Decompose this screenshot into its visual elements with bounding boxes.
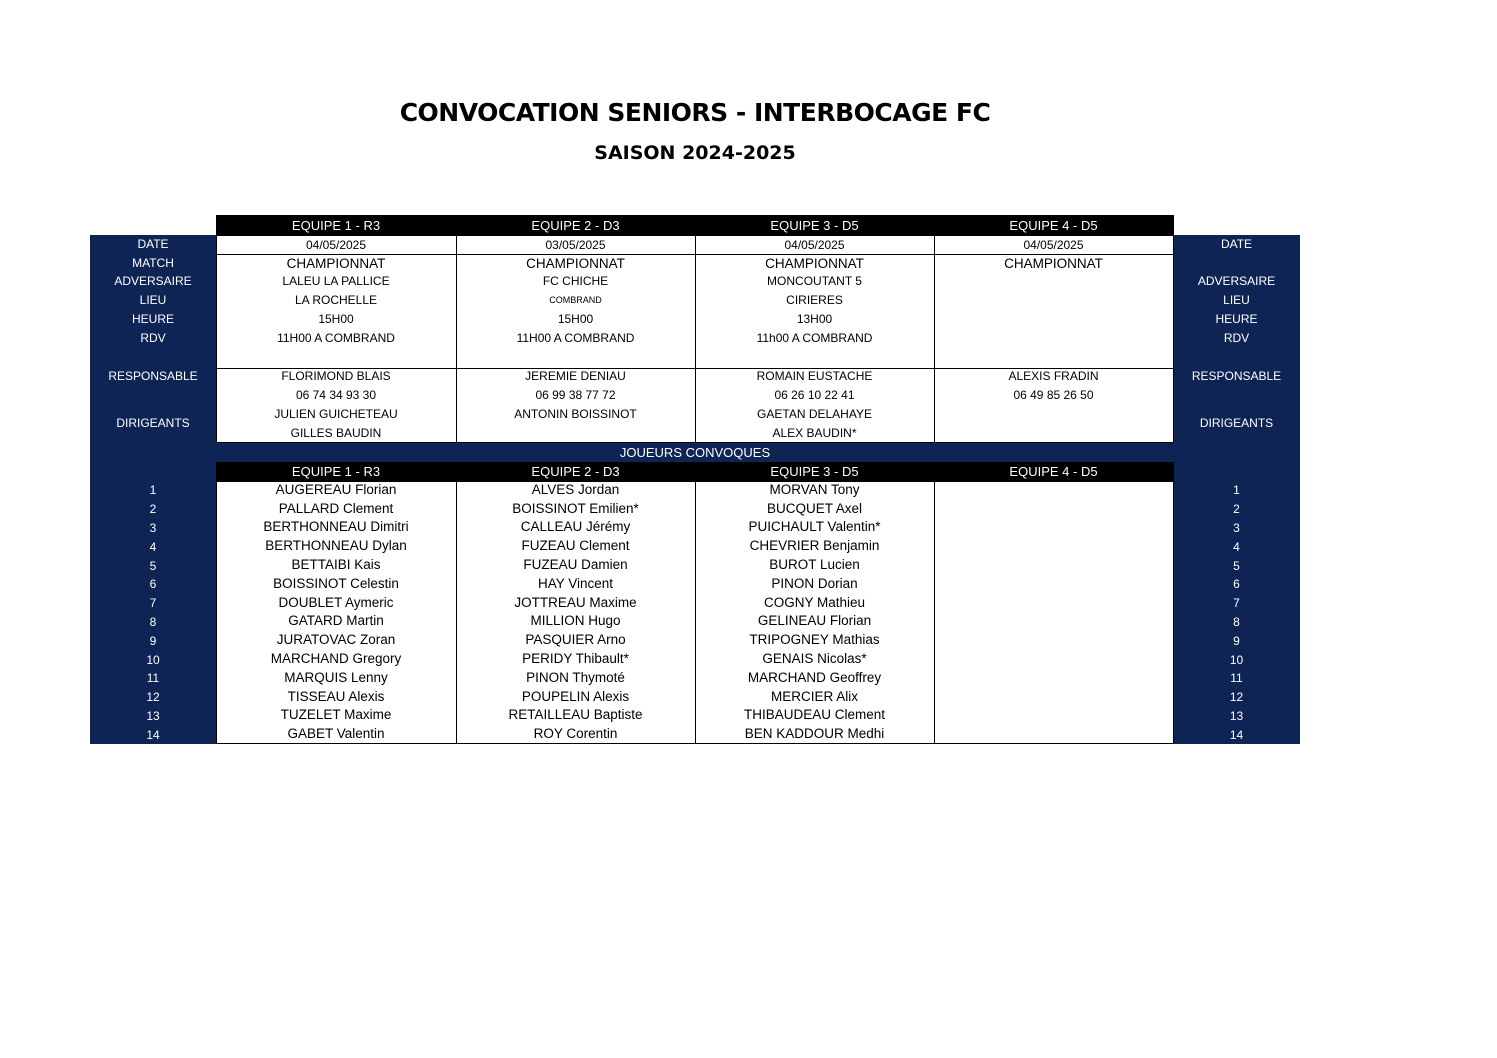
row-number-left: 13 (146, 708, 160, 723)
row-number-left: 1 (149, 483, 157, 498)
player-cell: TISSEAU Alexis (287, 688, 385, 704)
dirigeant1-cell-2: ANTONIN BOISSINOT (514, 407, 637, 421)
player-cell: MARCHAND Geoffrey (747, 669, 882, 685)
left-label-rdv: RDV (140, 331, 166, 345)
row-number-right: 9 (1233, 633, 1240, 648)
player-cell (934, 649, 1173, 668)
player-cell: MILLION Hugo (530, 613, 621, 629)
left-label-dirigeants: DIRIGEANTS (116, 416, 190, 430)
player-cell: MERCIER Alix (770, 688, 858, 704)
player-cell: MARQUIS Lenny (284, 669, 388, 685)
match-cell-3: CHAMPIONNAT (765, 255, 864, 271)
dirigeant2-cell-3: ALEX BAUDIN* (772, 426, 857, 440)
team-subheader-2: EQUIPE 2 - D3 (531, 464, 620, 479)
team-subheader-3: EQUIPE 3 - D5 (770, 464, 859, 479)
player-cell: MORVAN Tony (769, 481, 860, 497)
row-number-left: 4 (149, 539, 157, 554)
rdv-cell-1: 11H00 A COMBRAND (277, 331, 395, 345)
row-number-right: 6 (1233, 577, 1240, 592)
left-spacer (90, 462, 216, 481)
right-label-dirigeants: DIRIGEANTS (1199, 416, 1274, 430)
row-number-left: 2 (149, 502, 157, 517)
rdv-cell-2: 11H00 A COMBRAND (516, 331, 635, 345)
heure-cell-3: 13H00 (796, 312, 833, 326)
player-cell (934, 612, 1173, 631)
player-cell: BUROT Lucien (769, 557, 860, 573)
heure-cell-1: 15H00 (318, 312, 354, 326)
left-label-adversaire: ADVERSAIRE (114, 274, 192, 288)
player-cell: GABET Valentin (287, 726, 385, 742)
row-number-left: 10 (146, 652, 160, 667)
lieu-cell-1: LA ROCHELLE (294, 293, 378, 307)
player-cell: ROY Corentin (533, 726, 618, 742)
adversaire-cell-3: MONCOUTANT 5 (767, 274, 862, 288)
row-number-right: 12 (1229, 690, 1244, 705)
player-cell: TUZELET Maxime (280, 707, 392, 723)
player-cell: FUZEAU Damien (523, 557, 628, 573)
phone-cell-1: 06 74 34 93 30 (295, 388, 377, 402)
team-subheader-1: EQUIPE 1 - R3 (291, 464, 381, 479)
rdv-cell-3: 11h00 A COMBRAND (756, 331, 873, 345)
left-label-responsable: RESPONSABLE (108, 369, 198, 383)
dirigeant2-cell-1: GILLES BAUDIN (290, 426, 382, 440)
player-cell: JOTTREAU Maxime (514, 594, 637, 610)
match-cell-1: CHAMPIONNAT (286, 255, 386, 271)
right-spacer (1173, 462, 1300, 481)
phone-cell-4: 06 49 85 26 50 (1013, 388, 1094, 402)
row-number-left: 8 (149, 614, 157, 629)
row-number-left: 3 (149, 520, 157, 535)
right-label-lieu: LIEU (1223, 293, 1250, 307)
dirigeant1-cell-3: GAETAN DELAHAYE (757, 407, 872, 421)
player-cell: CALLEAU Jérémy (520, 519, 631, 535)
team-header-2: EQUIPE 2 - D3 (531, 217, 620, 233)
page-subtitle: SAISON 2024-2025 (594, 142, 796, 164)
responsable-cell-1: FLORIMOND BLAIS (281, 369, 391, 383)
date-cell-1: 04/05/2025 (305, 237, 367, 252)
heure-cell-4 (934, 310, 1173, 328)
row-number-right: 3 (1233, 520, 1240, 535)
row-number-left: 5 (149, 558, 157, 573)
row-number-right: 11 (1230, 671, 1243, 686)
phone-cell-3: 06 26 10 22 41 (774, 388, 855, 402)
player-cell: FUZEAU Clement (521, 538, 630, 554)
row-number-right: 10 (1229, 652, 1244, 667)
player-cell (934, 499, 1173, 518)
row-number-right: 1 (1233, 483, 1240, 498)
player-cell (934, 536, 1173, 555)
responsable-cell-4: ALEXIS FRADIN (1008, 369, 1099, 383)
player-cell: POUPELIN Alexis (521, 688, 630, 704)
phone-cell-2: 06 99 38 77 72 (535, 388, 616, 402)
team-header-4: EQUIPE 4 - D5 (1009, 217, 1098, 233)
player-cell (934, 574, 1173, 593)
right-label-responsable: RESPONSABLE (1191, 369, 1282, 383)
player-cell: ALVES Jordan (531, 481, 620, 497)
dirigeant2-cell-2 (456, 424, 695, 442)
player-cell: TRIPOGNEY Mathias (749, 632, 880, 648)
player-cell: GATARD Martin (288, 613, 384, 629)
row-number-left: 11 (146, 671, 160, 686)
row-number-left: 9 (149, 633, 157, 648)
player-cell (934, 630, 1173, 649)
player-cell: GELINEAU Florian (757, 613, 872, 629)
lieu-cell-4 (934, 291, 1173, 309)
player-cell (934, 724, 1173, 743)
player-cell: PERIDY Thibault* (522, 651, 629, 667)
left-label-heure: HEURE (131, 312, 174, 326)
player-cell (934, 687, 1173, 706)
player-cell: GENAIS Nicolas* (762, 651, 867, 667)
row-number-left: 12 (146, 690, 160, 705)
left-label-lieu: LIEU (139, 293, 167, 307)
team-subheader-4: EQUIPE 4 - D5 (1009, 464, 1098, 479)
date-cell-4: 04/05/2025 (1023, 237, 1084, 252)
player-cell: AUGEREAU Florian (275, 481, 397, 497)
player-cell (934, 593, 1173, 612)
team-header-1: EQUIPE 1 - R3 (291, 217, 381, 233)
responsable-cell-2: JEREMIE DENIAU (525, 369, 626, 383)
player-cell: PALLARD Clement (278, 500, 394, 516)
row-number-left: 6 (149, 577, 157, 592)
player-cell: BOISSINOT Celestin (273, 575, 399, 591)
adversaire-cell-4 (934, 272, 1173, 290)
row-number-left: 7 (149, 596, 157, 611)
heure-cell-2: 15H00 (557, 312, 594, 326)
match-cell-4: CHAMPIONNAT (1004, 255, 1103, 271)
player-cell: BUCQUET Axel (766, 500, 863, 516)
player-cell: BERTHONNEAU Dimitri (263, 519, 409, 535)
row-number-right: 14 (1229, 727, 1244, 742)
rdv-cell-4 (934, 329, 1173, 347)
player-cell (934, 480, 1173, 499)
right-label-adversaire: ADVERSAIRE (1197, 274, 1276, 288)
player-cell: JURATOVAC Zoran (276, 632, 396, 648)
player-cell (934, 706, 1173, 725)
row-number-right: 5 (1233, 558, 1240, 573)
player-cell: BERTHONNEAU Dylan (265, 538, 407, 554)
player-cell: PINON Thymoté (526, 669, 625, 685)
player-cell: BOISSINOT Emilien* (512, 500, 639, 516)
dirigeant2-cell-4 (934, 424, 1173, 442)
adversaire-cell-2: FC CHICHE (542, 274, 609, 288)
match-cell-2: CHAMPIONNAT (526, 255, 625, 271)
row-number-right: 2 (1233, 502, 1240, 517)
right-label-date: DATE (1220, 237, 1253, 251)
row-number-right: 8 (1233, 614, 1240, 629)
player-cell (934, 555, 1173, 574)
date-cell-2: 03/05/2025 (545, 237, 606, 252)
player-cell: BETTAIBI Kais (291, 557, 381, 573)
dirigeant1-cell-1: JULIEN GUICHETEAU (274, 407, 398, 421)
player-cell: BEN KADDOUR Medhi (744, 726, 885, 742)
responsable-cell-3: ROMAIN EUSTACHE (756, 369, 873, 383)
player-cell: HAY Vincent (537, 575, 614, 591)
row-number-right: 13 (1229, 708, 1244, 723)
player-cell: PASQUIER Arno (525, 632, 626, 648)
right-label-heure: HEURE (1215, 312, 1258, 326)
right-label-rdv: RDV (1223, 331, 1250, 345)
player-cell (934, 668, 1173, 687)
page-title: CONVOCATION SENIORS - INTERBOCAGE FC (399, 98, 991, 127)
player-cell: PUICHAULT Valentin* (748, 519, 881, 535)
player-cell: DOUBLET Aymeric (278, 594, 394, 610)
player-cell: RETAILLEAU Baptiste (508, 707, 643, 723)
lieu-cell-3: CIRIERES (786, 293, 843, 307)
row-number-right: 7 (1233, 596, 1240, 611)
row-number-right: 4 (1233, 539, 1240, 554)
date-cell-3: 04/05/2025 (784, 237, 845, 252)
dirigeant1-cell-4 (934, 405, 1173, 423)
team-header-3: EQUIPE 3 - D5 (770, 217, 859, 233)
left-label-date: DATE (137, 237, 169, 251)
joueurs-label: JOUEURS CONVOQUES (619, 445, 771, 460)
lieu-cell-2: COMBRAND (549, 295, 602, 305)
player-cell: COGNY Mathieu (763, 594, 866, 610)
player-cell: CHEVRIER Benjamin (749, 538, 880, 554)
player-cell: MARCHAND Gregory (270, 651, 402, 667)
left-label-match: MATCH (132, 256, 174, 270)
player-cell: THIBAUDEAU Clement (743, 707, 886, 723)
player-cell (934, 518, 1173, 537)
row-number-left: 14 (146, 727, 160, 742)
player-cell: PINON Dorian (771, 575, 858, 591)
adversaire-cell-1: LALEU LA PALLICE (282, 274, 390, 288)
